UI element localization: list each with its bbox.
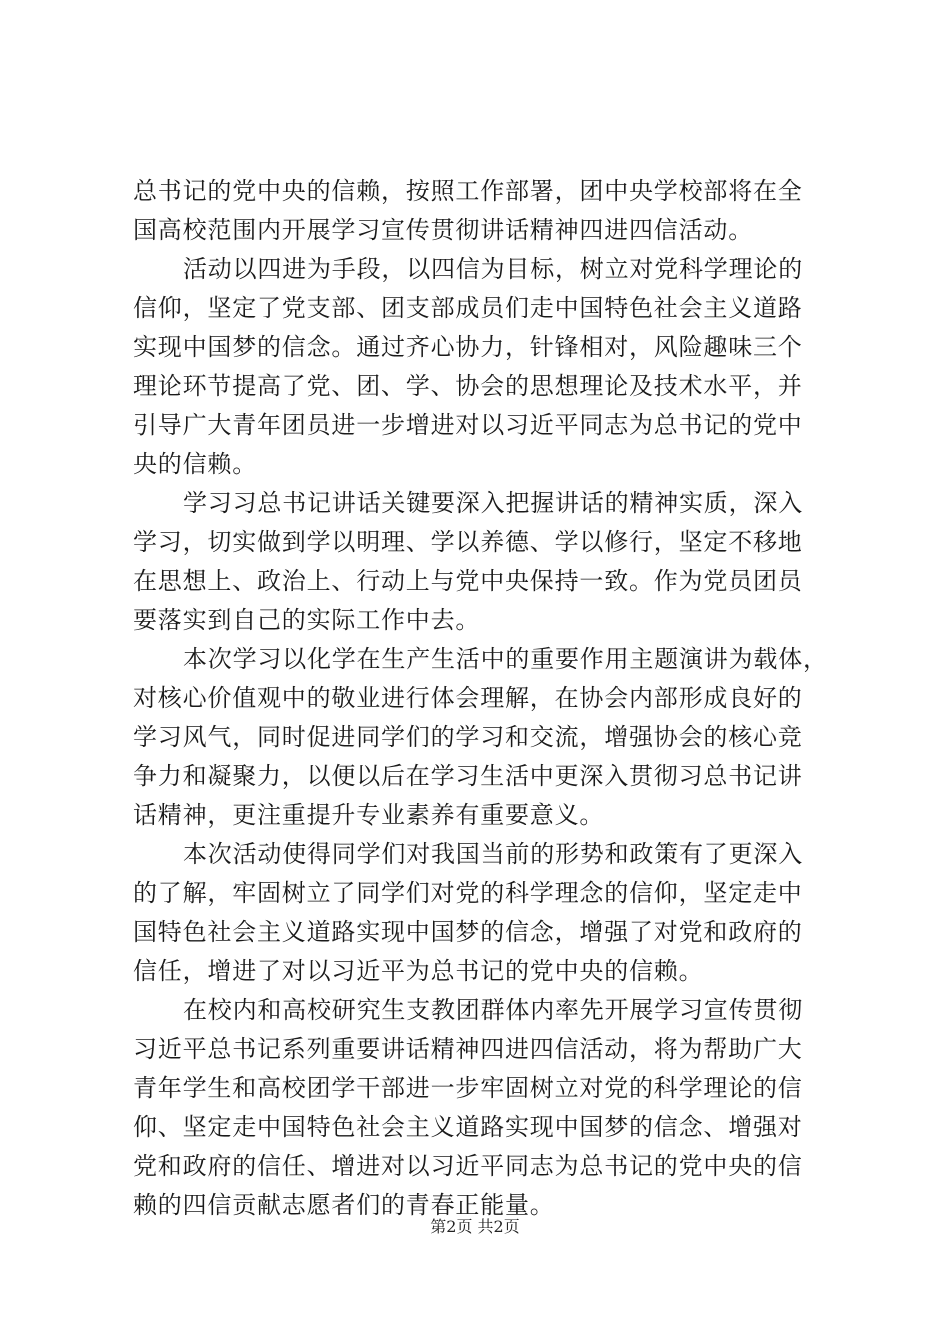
text-line: 央的信赖。 — [133, 450, 257, 478]
text-line: 理论环节提高了党、团、学、协会的思想理论及技术水平，并 — [133, 372, 803, 400]
text-line: 信仰，坚定了党支部、团支部成员们走中国特色社会主义道路 — [133, 294, 803, 322]
text-line: 的了解，牢固树立了同学们对党的科学理念的信仰，坚定走中 — [133, 879, 803, 907]
page-footer: 第2页 共2页 — [430, 1217, 520, 1236]
text-line: 国高校范围内开展学习宣传贯彻讲话精神四进四信活动。 — [133, 216, 753, 244]
text-line: 学习，切实做到学以明理、学以养德、学以修行，坚定不移地 — [133, 528, 803, 556]
text-line: 学习习总书记讲话关键要深入把握讲话的精神实质，深入 — [183, 489, 803, 517]
text-line: 争力和凝聚力，以便以后在学习生活中更深入贯彻习总书记讲 — [133, 762, 803, 790]
text-line: 本次活动使得同学们对我国当前的形势和政策有了更深入 — [183, 840, 803, 868]
text-line: 在校内和高校研究生支教团群体内率先开展学习宣传贯彻 — [183, 996, 803, 1024]
text-line: 总书记的党中央的信赖，按照工作部署，团中央学校部将在全 — [133, 177, 803, 205]
text-line: 习近平总书记系列重要讲话精神四进四信活动，将为帮助广大 — [133, 1035, 803, 1063]
text-line: 青年学生和高校团学干部进一步牢固树立对党的科学理论的信 — [133, 1074, 803, 1102]
text-line: 本次学习以化学在生产生活中的重要作用主题演讲为载体， — [183, 645, 828, 673]
text-line: 话精神，更注重提升专业素养有重要意义。 — [133, 801, 605, 829]
text-line: 信任，增进了对以习近平为总书记的党中央的信赖。 — [133, 957, 704, 985]
text-line: 党和政府的信任、增进对以习近平同志为总书记的党中央的信 — [133, 1152, 803, 1180]
text-line: 实现中国梦的信念。通过齐心协力，针锋相对，风险趣味三个 — [133, 333, 803, 361]
text-line: 对核心价值观中的敬业进行体会理解，在协会内部形成良好的 — [133, 684, 803, 712]
document-body — [133, 172, 833, 1225]
text-line: 学习风气，同时促进同学们的学习和交流，增强协会的核心竞 — [133, 723, 803, 751]
text-line: 引导广大青年团员进一步增进对以习近平同志为总书记的党中 — [133, 411, 803, 439]
text-line: 要落实到自己的实际工作中去。 — [133, 606, 481, 634]
text-line: 活动以四进为手段，以四信为目标，树立对党科学理论的 — [183, 255, 803, 283]
text-line: 赖的四信贡献志愿者们的青春正能量。 — [133, 1191, 555, 1219]
text-line: 在思想上、政治上、行动上与党中央保持一致。作为党员团员 — [133, 567, 803, 595]
text-line: 国特色社会主义道路实现中国梦的信念，增强了对党和政府的 — [133, 918, 803, 946]
text-line: 仰、坚定走中国特色社会主义道路实现中国梦的信念、增强对 — [133, 1113, 803, 1141]
